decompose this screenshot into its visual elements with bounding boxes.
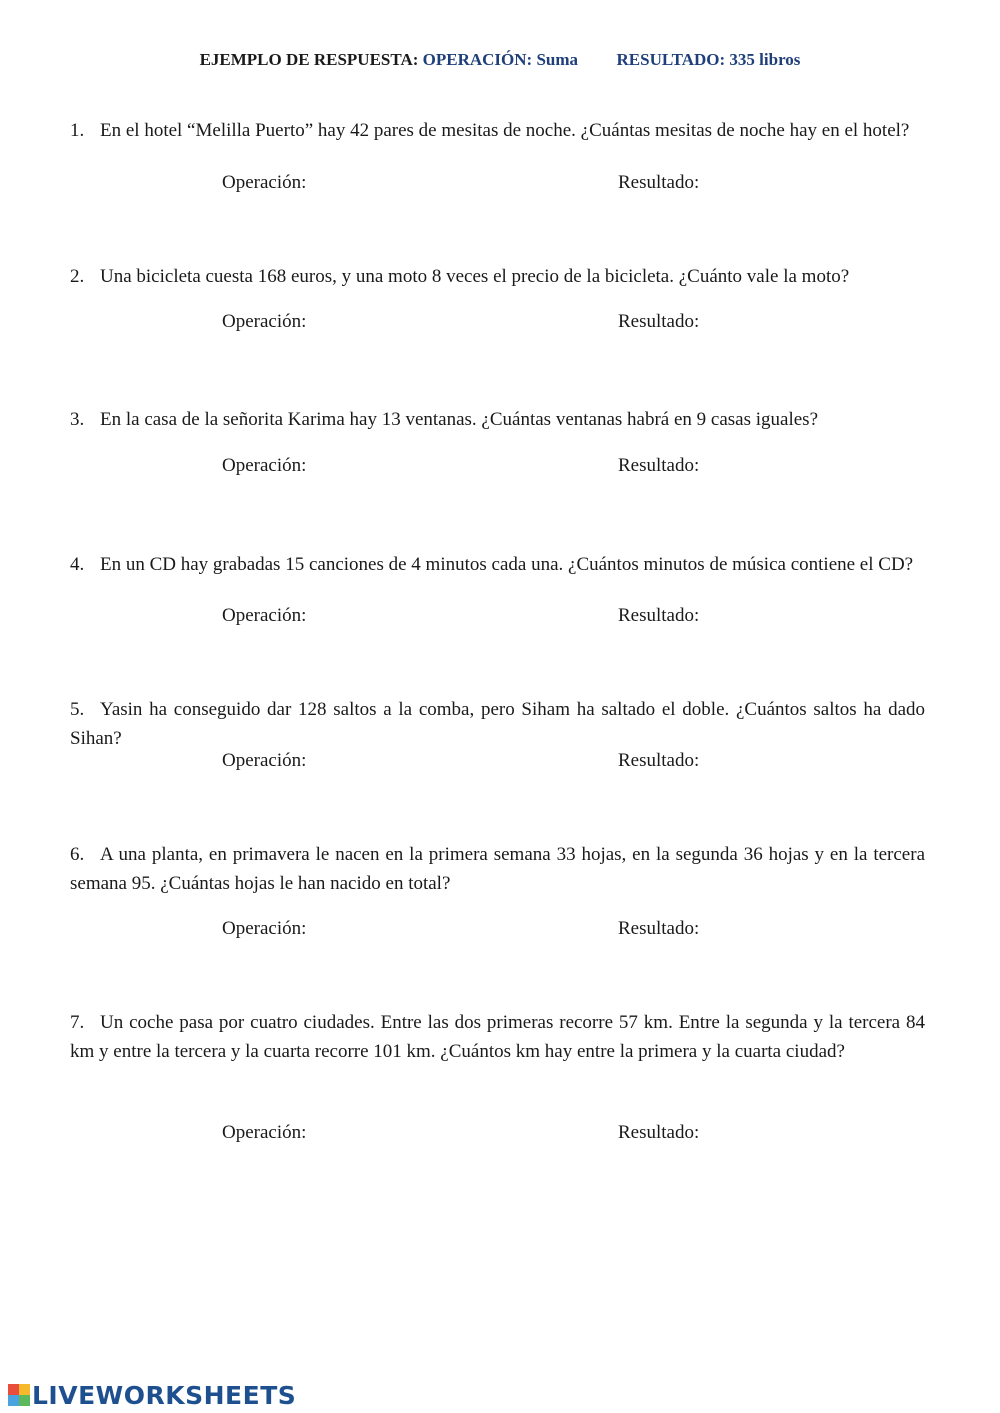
question-3 xyxy=(70,405,925,434)
result-label-6 xyxy=(618,917,699,941)
operation-label-6 xyxy=(222,917,306,941)
result-label-text: Resultado: xyxy=(618,918,700,939)
result-label-text: Resultado: xyxy=(618,1122,700,1143)
question-text: Una bicicleta cuesta 168 euros, y una moto 8 veces el precio de la bicicleta. ¿Cuánto vale la moto? xyxy=(100,266,850,287)
result-label-text: Resultado: xyxy=(618,172,700,193)
result-label-1 xyxy=(618,171,699,195)
example-operation: OPERACIÓN: Suma xyxy=(422,50,579,69)
question-text: En el hotel “Melilla Puerto” hay 42 pares de mesitas de noche. ¿Cuántas mesitas de noche hay en el hotel? xyxy=(100,120,910,141)
question-number: 6. xyxy=(70,844,85,865)
result-label-3 xyxy=(618,454,699,478)
logo-mark-icon xyxy=(8,1384,30,1406)
question-number: 3. xyxy=(70,409,85,430)
question-number: 2. xyxy=(70,266,85,287)
question-text: Yasin ha conseguido dar 128 saltos a la comba, pero Siham ha saltado el doble. ¿Cuántos saltos ha dado Sihan? xyxy=(70,699,925,749)
operation-label-text: Operación: xyxy=(222,1122,307,1143)
question-number: 4. xyxy=(70,554,85,575)
question-text: A una planta, en primavera le nacen en la primera semana 33 hojas, en la segunda 36 hojas y en la tercera semana 95. ¿Cuántas hojas le han nacido en total? xyxy=(70,844,925,894)
question-1 xyxy=(70,116,925,145)
logo-text: LIVEWORKSHEETS xyxy=(32,1380,297,1410)
liveworksheets-logo xyxy=(8,1380,296,1410)
question-5 xyxy=(70,695,925,753)
example-label: EJEMPLO DE RESPUESTA xyxy=(199,50,413,69)
question-number: 7. xyxy=(70,1012,85,1033)
operation-label-1 xyxy=(222,171,306,195)
result-label-text: Resultado: xyxy=(618,311,700,332)
result-label-2 xyxy=(618,310,699,334)
operation-label-text: Operación: xyxy=(222,455,307,476)
operation-label-text: Operación: xyxy=(222,172,307,193)
operation-label-text: Operación: xyxy=(222,750,307,771)
question-4 xyxy=(70,550,925,579)
result-label-text: Resultado: xyxy=(618,605,700,626)
question-text: En la casa de la señorita Karima hay 13 ventanas. ¿Cuántas ventanas habrá en 9 casas iguales? xyxy=(100,409,819,430)
operation-label-7 xyxy=(222,1121,306,1145)
question-number: 5. xyxy=(70,699,85,720)
question-text: Un coche pasa por cuatro ciudades. Entre las dos primeras recorre 57 km. Entre la segunda y la tercera 84 km y entre la tercera y la cuarta recorre 101 km. ¿Cuántos km hay entre la primera y la cuarta ciudad? xyxy=(70,1012,925,1062)
result-label-text: Resultado: xyxy=(618,455,700,476)
operation-label-2 xyxy=(222,310,306,334)
operation-label-3 xyxy=(222,454,306,478)
example-answer-header xyxy=(0,50,1000,70)
result-label-5 xyxy=(618,749,699,773)
result-label-4 xyxy=(618,604,699,628)
question-6 xyxy=(70,840,925,898)
example-separator: : xyxy=(412,50,419,69)
question-number: 1. xyxy=(70,120,85,141)
example-result: RESULTADO: 335 libros xyxy=(616,50,801,69)
operation-label-text: Operación: xyxy=(222,311,307,332)
question-2 xyxy=(70,262,925,291)
operation-label-text: Operación: xyxy=(222,918,307,939)
question-7 xyxy=(70,1008,925,1066)
result-label-7 xyxy=(618,1121,699,1145)
operation-label-text: Operación: xyxy=(222,605,307,626)
question-text: En un CD hay grabadas 15 canciones de 4 minutos cada una. ¿Cuántos minutos de música contiene el CD? xyxy=(100,554,914,575)
result-label-text: Resultado: xyxy=(618,750,700,771)
operation-label-5 xyxy=(222,749,306,773)
operation-label-4 xyxy=(222,604,306,628)
